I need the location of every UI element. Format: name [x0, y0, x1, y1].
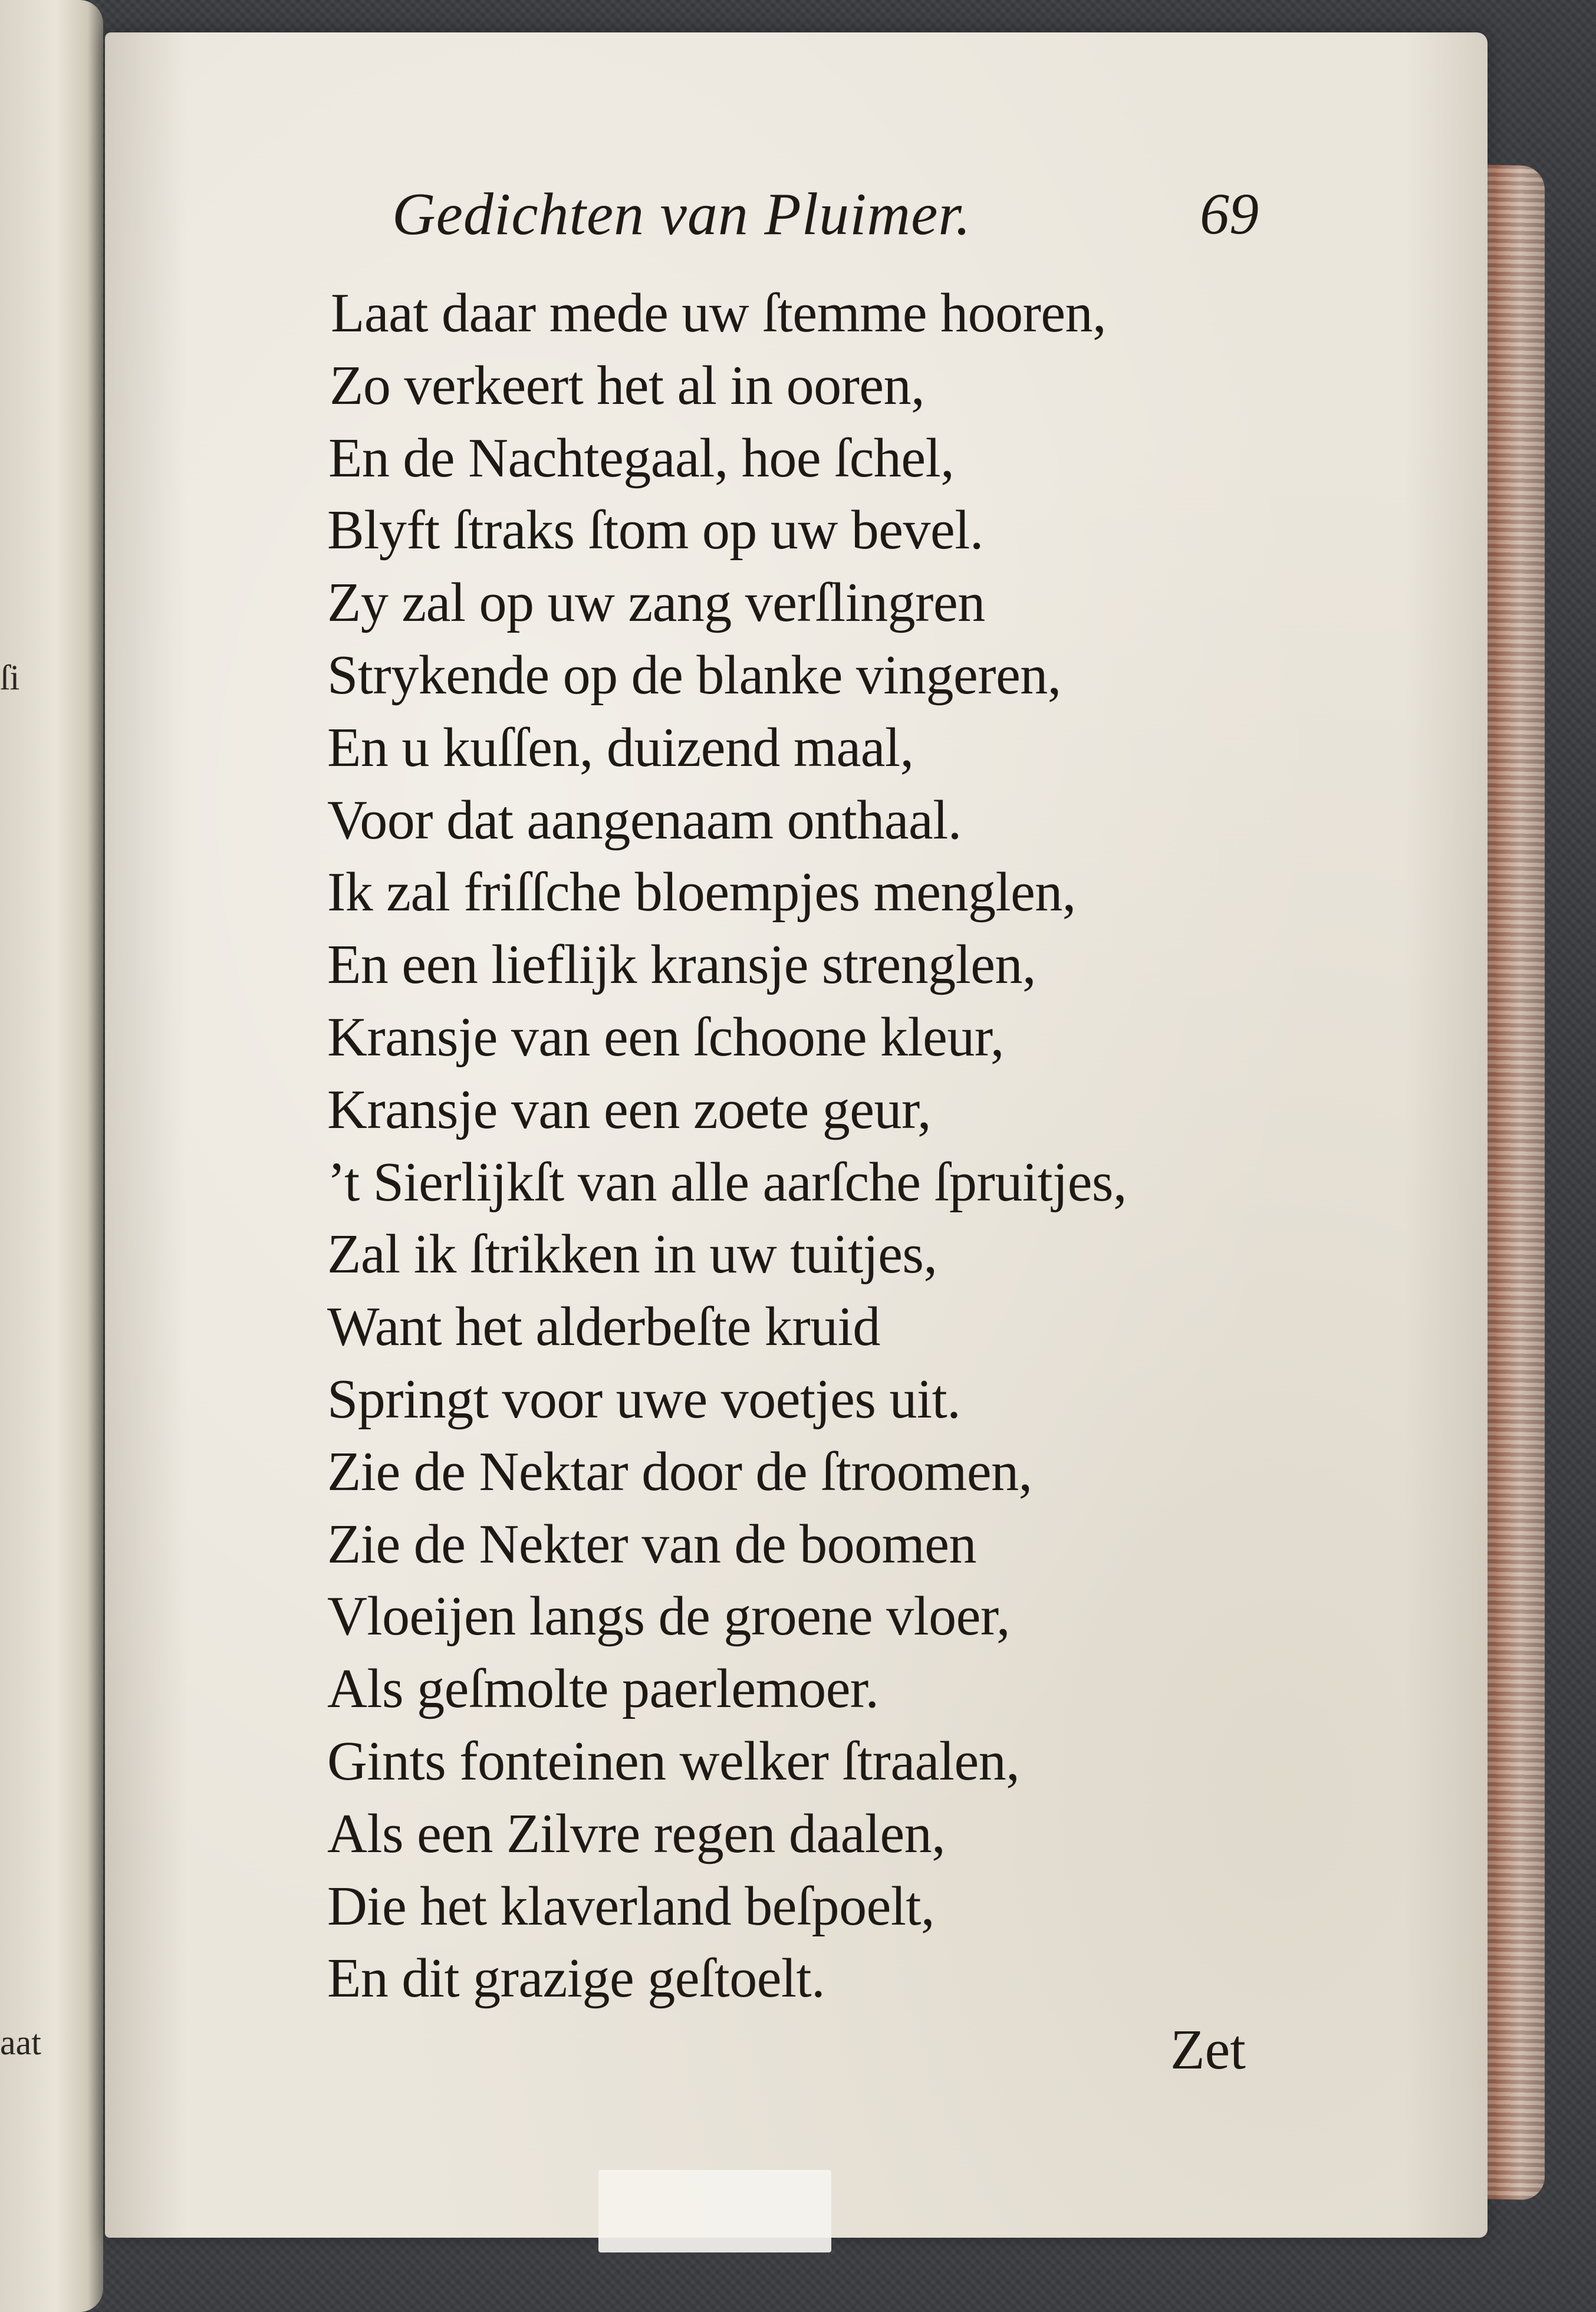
page-number: 69: [1200, 181, 1259, 246]
poem-line: ’t Sierlijkſt van alle aarſche ſpruitjes,: [327, 1151, 1127, 1213]
poem-line: En de Nachtegaal, hoe ſchel,: [328, 427, 955, 489]
poem-line: Zal ik ſtrikken in uw tuitjes,: [327, 1224, 937, 1285]
poem-line: Voor dat aangenaam onthaal.: [327, 789, 962, 851]
poem-line: Als geſmolte paerlemoer.: [327, 1658, 879, 1720]
poem-line: Springt voor uwe voetjes uit.: [327, 1368, 961, 1430]
poem-line: Gints fonteinen welker ſtraalen,: [327, 1730, 1020, 1792]
poem-line: Zy zal op uw zang verſlingren: [327, 572, 985, 634]
paper-slip: [598, 2170, 831, 2252]
poem-line: En een lieflijk kransje strenglen,: [327, 934, 1036, 996]
poem-line: Die het klaverland beſpoelt,: [327, 1875, 935, 1937]
poem-line: En dit grazige geſtoelt.: [327, 1948, 825, 2010]
poem-line: Blyft ſtraks ſtom op uw bevel.: [327, 499, 983, 561]
poem-line: Kransje van een ſchoone kleur,: [327, 1006, 1004, 1068]
poem-text: [327, 277, 1127, 2015]
poem-line: Als een Zilvre regen daalen,: [327, 1803, 946, 1864]
poem-line: En u kuſſen, duizend maal,: [327, 716, 914, 778]
left-page-fragment: aat: [0, 2023, 41, 2062]
poem-line: Want het alderbeſte kruid: [327, 1296, 880, 1358]
poem-line: Strykende op de blanke vingeren,: [327, 644, 1061, 706]
poem-line: Zie de Nektar door de ſtroomen,: [327, 1441, 1032, 1502]
left-facing-page: [0, 0, 103, 2312]
poem-line: Ik zal friſſche bloempjes menglen,: [327, 861, 1076, 923]
poem-line: Laat daar mede uw ſtemme hooren,: [331, 282, 1107, 344]
running-head: Gedichten van Pluimer.: [392, 181, 972, 248]
catchword: Zet: [1170, 2018, 1246, 2081]
left-page-fragment: ſi: [0, 658, 20, 697]
poem-line: Kransje van een zoete geur,: [327, 1078, 932, 1140]
poem-line: Zie de Nekter van de boomen: [327, 1513, 977, 1575]
poem-line: Zo verkeert het al in ooren,: [330, 354, 925, 416]
poem-line: Vloeijen langs de groene vloer,: [327, 1586, 1010, 1647]
